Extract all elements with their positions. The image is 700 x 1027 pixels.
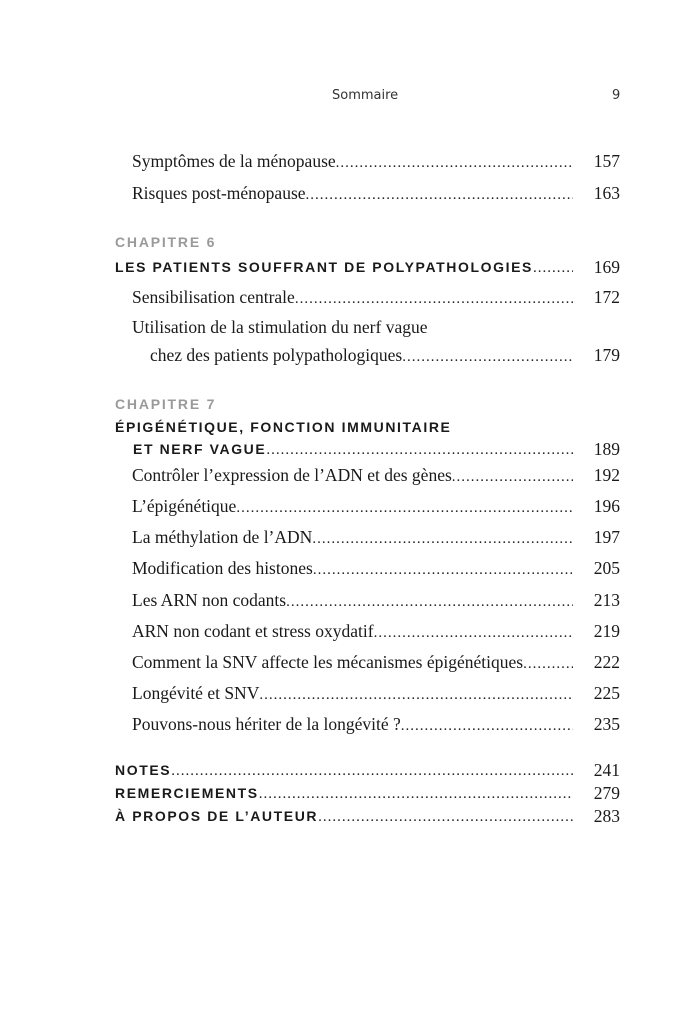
entry-page: 222 — [593, 652, 620, 672]
entry-page: 179 — [593, 345, 620, 365]
dot-leader — [533, 257, 573, 279]
toc-entry[interactable] — [132, 495, 573, 517]
entry-title: ARN non codant et stress oxydatif — [132, 621, 374, 641]
toc-entry[interactable] — [132, 526, 573, 548]
chapter-label: CHAPITRE 6 — [115, 234, 217, 250]
entry-title: Contrôler l’expression de l’ADN et des gènes — [132, 465, 452, 485]
entry-page: 219 — [593, 621, 620, 641]
entry-page: 279 — [593, 783, 620, 803]
entry-title: À PROPOS DE L’AUTEUR — [115, 808, 319, 824]
entry-page: 205 — [593, 558, 620, 578]
toc-chapter-entry[interactable] — [133, 438, 573, 460]
toc-entry[interactable] — [150, 344, 573, 366]
entry-title: Symptômes de la ménopause — [132, 151, 336, 171]
entry-page: 235 — [593, 714, 620, 734]
toc-entry[interactable] — [132, 557, 573, 579]
dot-leader — [312, 528, 573, 550]
dot-leader — [452, 466, 573, 488]
entry-title: Les ARN non codants — [132, 590, 287, 610]
entry-page: 172 — [593, 287, 620, 307]
dot-leader — [402, 346, 573, 368]
toc-entry[interactable] — [132, 713, 573, 735]
dot-leader — [523, 653, 573, 675]
entry-page: 225 — [593, 683, 620, 703]
entry-page: 241 — [593, 760, 620, 780]
toc-backmatter-notes[interactable] — [115, 759, 573, 781]
dot-leader — [259, 783, 573, 805]
toc-backmatter-about-author[interactable] — [115, 805, 573, 827]
entry-title: La méthylation de l’ADN — [132, 527, 313, 547]
dot-leader — [336, 152, 573, 174]
toc-backmatter-acknowledgements[interactable] — [115, 782, 573, 804]
dot-leader — [286, 591, 573, 613]
running-header-title: Sommaire — [332, 88, 399, 103]
entry-title: L’épigénétique — [132, 496, 237, 516]
entry-title: Pouvons-nous hériter de la longévité ? — [132, 714, 401, 734]
entry-title: REMERCIEMENTS — [115, 785, 259, 801]
entry-page: 213 — [593, 590, 620, 610]
entry-title: Sensibilisation centrale — [132, 287, 295, 307]
toc-entry[interactable] — [132, 286, 573, 308]
dot-leader — [295, 288, 573, 310]
dot-leader — [306, 184, 573, 206]
dot-leader — [401, 715, 573, 737]
dot-leader — [259, 684, 573, 706]
dot-leader — [374, 622, 573, 644]
toc-entry[interactable] — [132, 589, 573, 611]
chapter-title: LES PATIENTS SOUFFRANT DE POLYPATHOLOGIES — [115, 259, 533, 275]
dot-leader — [171, 760, 573, 782]
toc-entry[interactable] — [132, 651, 573, 673]
chapter-title-line1[interactable]: ÉPIGÉNÉTIQUE, FONCTION IMMUNITAIRE — [115, 419, 452, 435]
entry-title: NOTES — [115, 762, 172, 778]
entry-page: 163 — [593, 183, 620, 203]
entry-page: 197 — [593, 527, 620, 547]
toc-entry[interactable] — [132, 620, 573, 642]
toc-entry[interactable] — [132, 464, 573, 486]
entry-title-line2: chez des patients polypathologiques — [150, 345, 403, 365]
entry-title: Risques post-ménopause — [132, 183, 306, 203]
entry-title: Modification des histones — [132, 558, 313, 578]
entry-page: 157 — [593, 151, 620, 171]
dot-leader — [313, 559, 573, 581]
entry-title: Comment la SNV affecte les mécanismes épigénétiques — [132, 652, 524, 672]
dot-leader — [236, 497, 573, 519]
entry-page: 283 — [593, 806, 620, 826]
toc-entry[interactable] — [132, 150, 573, 172]
dot-leader — [266, 439, 573, 461]
entry-page: 189 — [593, 439, 620, 459]
toc-entry[interactable] — [132, 682, 573, 704]
entry-title-line1[interactable]: Utilisation de la stimulation du nerf vague — [132, 317, 428, 337]
entry-page: 169 — [593, 257, 620, 277]
entry-page: 192 — [593, 465, 620, 485]
chapter-label: CHAPITRE 7 — [115, 396, 217, 412]
dot-leader — [318, 806, 573, 828]
page-number: 9 — [612, 88, 621, 103]
toc-entry[interactable] — [132, 182, 573, 204]
toc-chapter-entry[interactable] — [115, 256, 573, 278]
entry-title: Longévité et SNV — [132, 683, 260, 703]
entry-page: 196 — [593, 496, 620, 516]
chapter-title-line2: ET NERF VAGUE — [133, 441, 267, 457]
